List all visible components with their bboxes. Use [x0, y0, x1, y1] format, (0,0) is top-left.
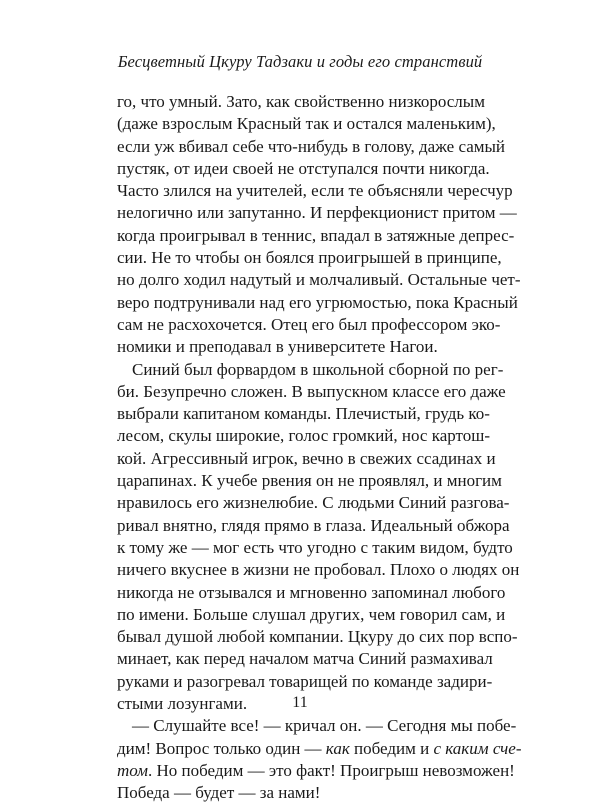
text-segment: ничего вкуснее в жизни не пробовал. Плохо о людях он	[117, 560, 520, 580]
text-line	[117, 559, 520, 581]
text-line	[117, 648, 493, 670]
text-segment: по имени. Больше слушал других, чем говорил сам, и	[117, 604, 506, 624]
text-line	[117, 91, 483, 113]
text-line	[117, 403, 490, 425]
text-segment: царапинах. К учебе рвения он не проявлял, и многим	[117, 471, 502, 491]
text-segment: бывал душой любой компании. Цкуру до сих пор вспо-	[117, 627, 518, 647]
text-segment: когда проигрывал в теннис, впадал в затяжные депрес-	[117, 225, 515, 245]
running-head: Бесцветный Цкуру Тадзаки и годы его странствий	[117, 52, 483, 71]
text-segment: сам не расхохочется. Отец его был профессором эко-	[117, 314, 501, 334]
text-segment: пустяк, от идеи своей не отступался почти никогда.	[117, 158, 490, 178]
text-line	[117, 537, 513, 559]
text-segment: (даже взрослым Красный так и остался маленьким),	[117, 114, 496, 134]
italic-text: том	[117, 760, 148, 780]
text-line	[117, 760, 515, 782]
page-number: 11	[292, 694, 308, 711]
text-segment: выбрали капитаном команды. Плечистый, грудь ко-	[117, 404, 490, 424]
text-line	[117, 381, 506, 403]
text-segment: би. Безупречно сложен. В выпускном классе его даже	[117, 381, 506, 401]
text-segment: — Слушайте все! — кричал он. — Сегодня мы побе-	[132, 716, 517, 736]
text-segment: победим и	[349, 738, 434, 758]
text-line	[117, 715, 517, 737]
text-line	[117, 314, 501, 336]
text-line	[117, 292, 518, 314]
text-segment: . Но победим — это факт! Проигрыш невозможен!	[147, 760, 515, 780]
text-line	[117, 336, 483, 358]
text-segment: нелогично или запутанно. И перфекционист притом —	[117, 203, 517, 223]
text-segment: нравилось его жизнелюбие. С людьми Синий разгова-	[117, 493, 510, 513]
text-line	[117, 359, 504, 381]
text-segment: но долго ходил надутый и молчаливый. Остальные чет-	[117, 270, 521, 290]
text-segment: кой. Агрессивный игрок, вечно в свежих ссадинах и	[117, 448, 496, 468]
text-line	[117, 180, 513, 202]
text-segment: стыми лозунгами.	[117, 694, 248, 714]
text-segment: к тому же — мог есть что угодно с таким видом, будто	[117, 537, 513, 557]
text-line	[117, 202, 517, 224]
text-segment: лесом, скулы широкие, голос громкий, нос картош-	[117, 426, 490, 446]
text-line	[117, 425, 490, 447]
text-segment: руками и разогревал товарищей по команде задири-	[117, 671, 493, 691]
text-segment: го, что умный. Зато, как свойственно низкорослым	[117, 92, 485, 111]
italic-text: как	[325, 738, 350, 758]
text-segment: номики и преподавал в университете Нагои.	[117, 337, 438, 357]
text-line	[117, 269, 521, 291]
text-line	[117, 671, 493, 693]
text-segment: Часто злился на учителей, если те объясняли чересчур	[117, 181, 513, 201]
text-line	[117, 136, 506, 158]
text-segment: никогда не отзывался и мгновенно запоминал любого	[117, 582, 506, 602]
text-segment: если уж вбивал себе что-нибудь в голову, даже самый	[117, 136, 506, 156]
text-segment: веро подтрунивали над его угрюмостью, пока Красный	[117, 292, 518, 312]
text-segment: ривал внятно, глядя прямо в глаза. Идеальный обжора	[117, 515, 510, 535]
text-segment: Синий был форвардом в школьной сборной по рег-	[132, 359, 504, 379]
text-line	[117, 738, 522, 760]
text-segment: Победа — будет — за нами!	[117, 783, 321, 803]
text-line	[117, 582, 506, 604]
text-line	[117, 225, 515, 247]
italic-text: с каким сче-	[433, 738, 522, 758]
text-segment: сии. Не то чтобы он боялся проигрышей в принципе,	[117, 248, 502, 268]
text-line	[117, 247, 502, 269]
text-segment: дим! Вопрос только один —	[117, 738, 326, 758]
text-line	[117, 604, 506, 626]
text-line	[117, 113, 496, 135]
text-line	[117, 492, 510, 514]
text-segment: минает, как перед началом матча Синий размахивал	[117, 649, 493, 669]
text-line	[117, 782, 483, 804]
text-line	[117, 158, 490, 180]
text-line	[117, 448, 496, 470]
text-line	[117, 626, 518, 648]
text-line	[117, 470, 502, 492]
text-line	[117, 515, 510, 537]
